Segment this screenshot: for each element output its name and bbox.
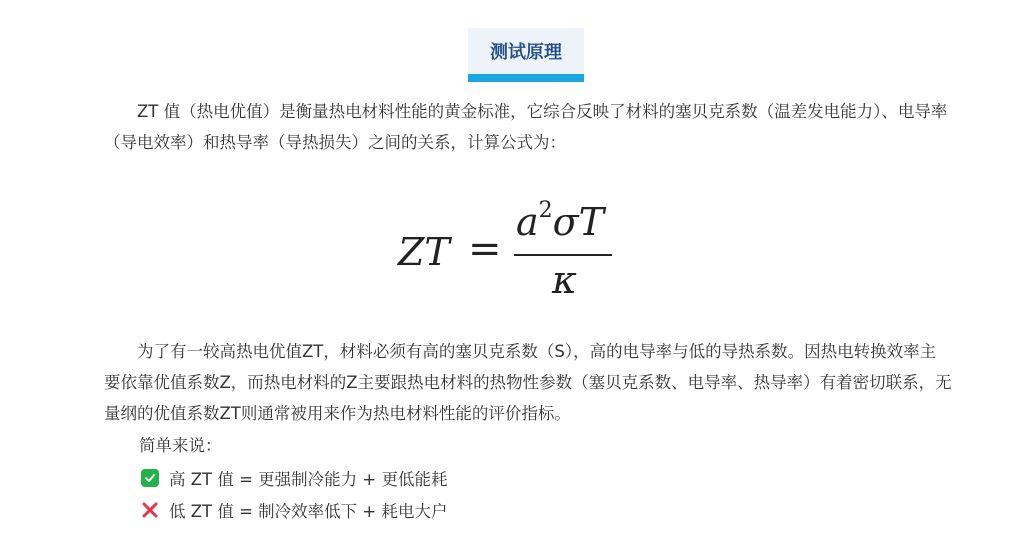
formula-denominator: κ [552, 258, 577, 302]
summary-item-text: 低 ZT 值 = 制冷效率低下 + 耗电大户 [169, 502, 448, 521]
zt-formula [396, 196, 636, 306]
section-title-underline [468, 74, 584, 82]
summary-item-low-zt [141, 496, 448, 524]
summary-title: 简单来说： [139, 436, 222, 455]
intro-paragraph: ZT 值（热电优值）是衡量热电材料性能的黄金标准，它综合反映了材料的塞贝克系数（温差发电能力）、电导率（导电效率）和热导率（导热损失）之间的关系，计算公式为： [104, 102, 948, 152]
fraction-bar [514, 254, 612, 256]
explanation-paragraph: 为了有一较高热电优值ZT，材料必须有高的塞贝克系数（S），高的电导率与低的导热系数。因热电转换效率主要依靠优值系数Z，而热电材料的Z主要跟热电材料的热物性参数（塞贝克系数、电导率、热导率）有着密切联系，无量纲的优值系数ZT则通常被用来作为热电材料性能的评价指标。 [104, 342, 952, 423]
check-icon [141, 469, 159, 487]
formula-equals: = [468, 226, 502, 272]
cross-icon [141, 501, 159, 519]
summary-item-high-zt [141, 464, 448, 492]
summary-item-text: 高 ZT 值 = 更强制冷能力 + 更低能耗 [169, 470, 448, 489]
section-header [468, 28, 584, 82]
formula-numerator-base: a [516, 200, 539, 244]
formula-numerator-exponent: 2 [538, 198, 553, 223]
formula-numerator-rest: σT [552, 200, 604, 244]
section-title: 测试原理 [468, 28, 584, 74]
formula-numerator [516, 198, 604, 244]
formula-lhs: ZT [398, 230, 450, 274]
